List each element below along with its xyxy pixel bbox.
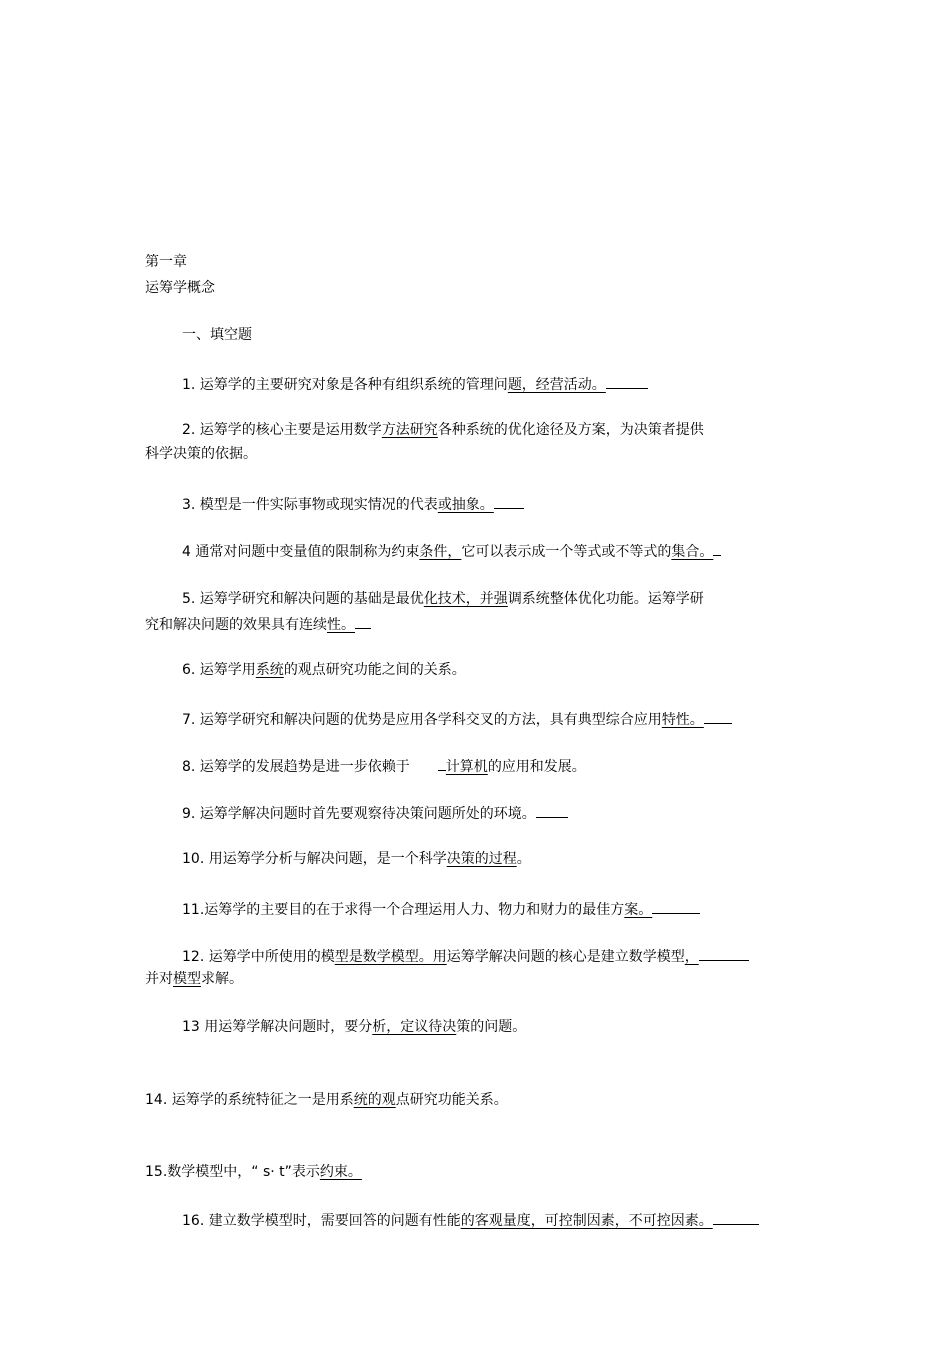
chapter-title: 运筹学概念 xyxy=(145,280,215,296)
question-10 xyxy=(182,850,531,868)
q2-answer: 方法研究 xyxy=(381,422,438,438)
q7-text: 7. 运筹学研究和解决问题的优势是应用各学科交叉的方法，具有典型综合应用 xyxy=(182,712,662,728)
q12-comma: ， xyxy=(684,949,699,965)
q5-text: 5. 运筹学研究和解决问题的基础是最优 xyxy=(182,591,424,607)
question-2-line2: 科学决策的依据。 xyxy=(145,446,257,462)
q14-text-cont: 点研究功能关系。 xyxy=(395,1092,508,1108)
question-12 xyxy=(182,946,749,966)
q14-text: 14. 运筹学的系统特征之一是用系 xyxy=(145,1092,354,1108)
q11-answer: 案。 xyxy=(624,902,653,918)
q1-answer: 题，经营活动。 xyxy=(507,377,606,393)
section-heading: 一、填空题 xyxy=(182,327,252,343)
q3-answer: 或抽象。 xyxy=(437,497,494,513)
q4-text-cont: 它可以表示成一个等式或不等式的 xyxy=(461,544,672,560)
q13-text: 13 用运筹学解决问题时，要分 xyxy=(182,1019,373,1035)
q4-answer-1: 条件， xyxy=(419,544,462,560)
question-15 xyxy=(145,1163,362,1181)
question-4 xyxy=(182,541,721,561)
q5-text-line2: 究和解决问题的效果具有连续 xyxy=(145,617,327,633)
question-3 xyxy=(182,494,524,514)
q16-answer: 的客观量度，可控制因素，不可控因素。 xyxy=(460,1213,713,1229)
question-9 xyxy=(182,803,568,823)
q14-answer: 统的观 xyxy=(353,1092,396,1108)
q12-text-end: 求解。 xyxy=(201,971,243,987)
q3-text: 3. 模型是一件实际事物或现实情况的代表 xyxy=(182,497,438,513)
q12-answer-1: 型是数学模型。用 xyxy=(334,949,447,965)
q1-blank xyxy=(606,374,648,389)
q10-text: 10. 用运筹学分析与解决问题，是一个科学 xyxy=(182,851,447,867)
q2-text: 2. 运筹学的核心主要是运用数学 xyxy=(182,422,382,438)
q4-text: 4 通常对问题中变量值的限制称为约束 xyxy=(182,544,420,560)
q7-answer: 特性。 xyxy=(661,712,704,728)
q6-text-cont: 的观点研究功能之间的关系。 xyxy=(283,662,466,678)
q12-text: 12. 运筹学中所使用的模 xyxy=(182,949,335,965)
q6-text: 6. 运筹学用 xyxy=(182,662,256,678)
q9-text: 9. 运筹学解决问题时首先要观察待决策问题所处的环境。 xyxy=(182,806,536,822)
question-11 xyxy=(182,899,700,919)
q9-blank xyxy=(536,803,568,818)
chapter-number: 第一章 xyxy=(145,254,187,270)
q12-blank xyxy=(699,946,749,961)
question-12-line2 xyxy=(145,970,243,988)
q11-blank xyxy=(652,899,700,914)
question-8 xyxy=(182,756,586,776)
question-1 xyxy=(182,374,648,394)
q2-text-cont: 各种系统的优化途径及方案，为决策者提供 xyxy=(437,422,704,438)
question-5-line2 xyxy=(145,614,371,634)
q4-answer-2: 集合。 xyxy=(671,544,714,560)
q1-text: 1. 运筹学的主要研究对象是各种有组织系统的管理问 xyxy=(182,377,508,393)
q5-answer-1: 化技术，并强 xyxy=(423,591,508,607)
q10-text-cont: 。 xyxy=(516,851,531,867)
q6-answer: 系统 xyxy=(255,662,284,678)
question-16 xyxy=(182,1210,759,1230)
q12-text-cont: 运筹学解决问题的核心是建立数学模型 xyxy=(446,949,685,965)
q16-text: 16. 建立数学模型时，需要回答的问题有性能 xyxy=(182,1213,461,1229)
q7-blank xyxy=(704,709,732,724)
q15-answer: 约束。 xyxy=(319,1164,362,1180)
q5-blank xyxy=(355,614,371,629)
q11-text: 11.运筹学的主要目的在于求得一个合理运用人力、物力和财力的最佳方 xyxy=(182,902,625,918)
q12-answer-2: 模型 xyxy=(173,971,201,987)
question-5 xyxy=(182,590,704,608)
q13-answer: 析，定议待决 xyxy=(372,1019,457,1035)
q3-blank xyxy=(494,494,524,509)
q10-answer: 决策的过程 xyxy=(446,851,517,867)
q16-blank xyxy=(713,1210,759,1225)
q15-text: 15.数学模型中，“ s· t”表示 xyxy=(145,1164,320,1180)
q8-text: 8. 运筹学的发展趋势是进一步依赖于 xyxy=(182,759,410,775)
q8-answer: 计算机 xyxy=(445,759,488,775)
question-6 xyxy=(182,661,466,679)
q5-answer-2: 性。 xyxy=(327,617,355,633)
q8-blank xyxy=(438,756,446,771)
q8-text-cont: 的应用和发展。 xyxy=(487,759,586,775)
q12-text-line2: 并对 xyxy=(145,971,173,987)
question-13 xyxy=(182,1018,526,1036)
q4-blank xyxy=(713,541,721,556)
q5-text-cont: 调系统整体优化功能。运筹学研 xyxy=(507,591,704,607)
q13-text-cont: 策的问题。 xyxy=(456,1019,527,1035)
question-14 xyxy=(145,1091,508,1109)
question-7 xyxy=(182,709,732,729)
question-2 xyxy=(182,421,704,439)
